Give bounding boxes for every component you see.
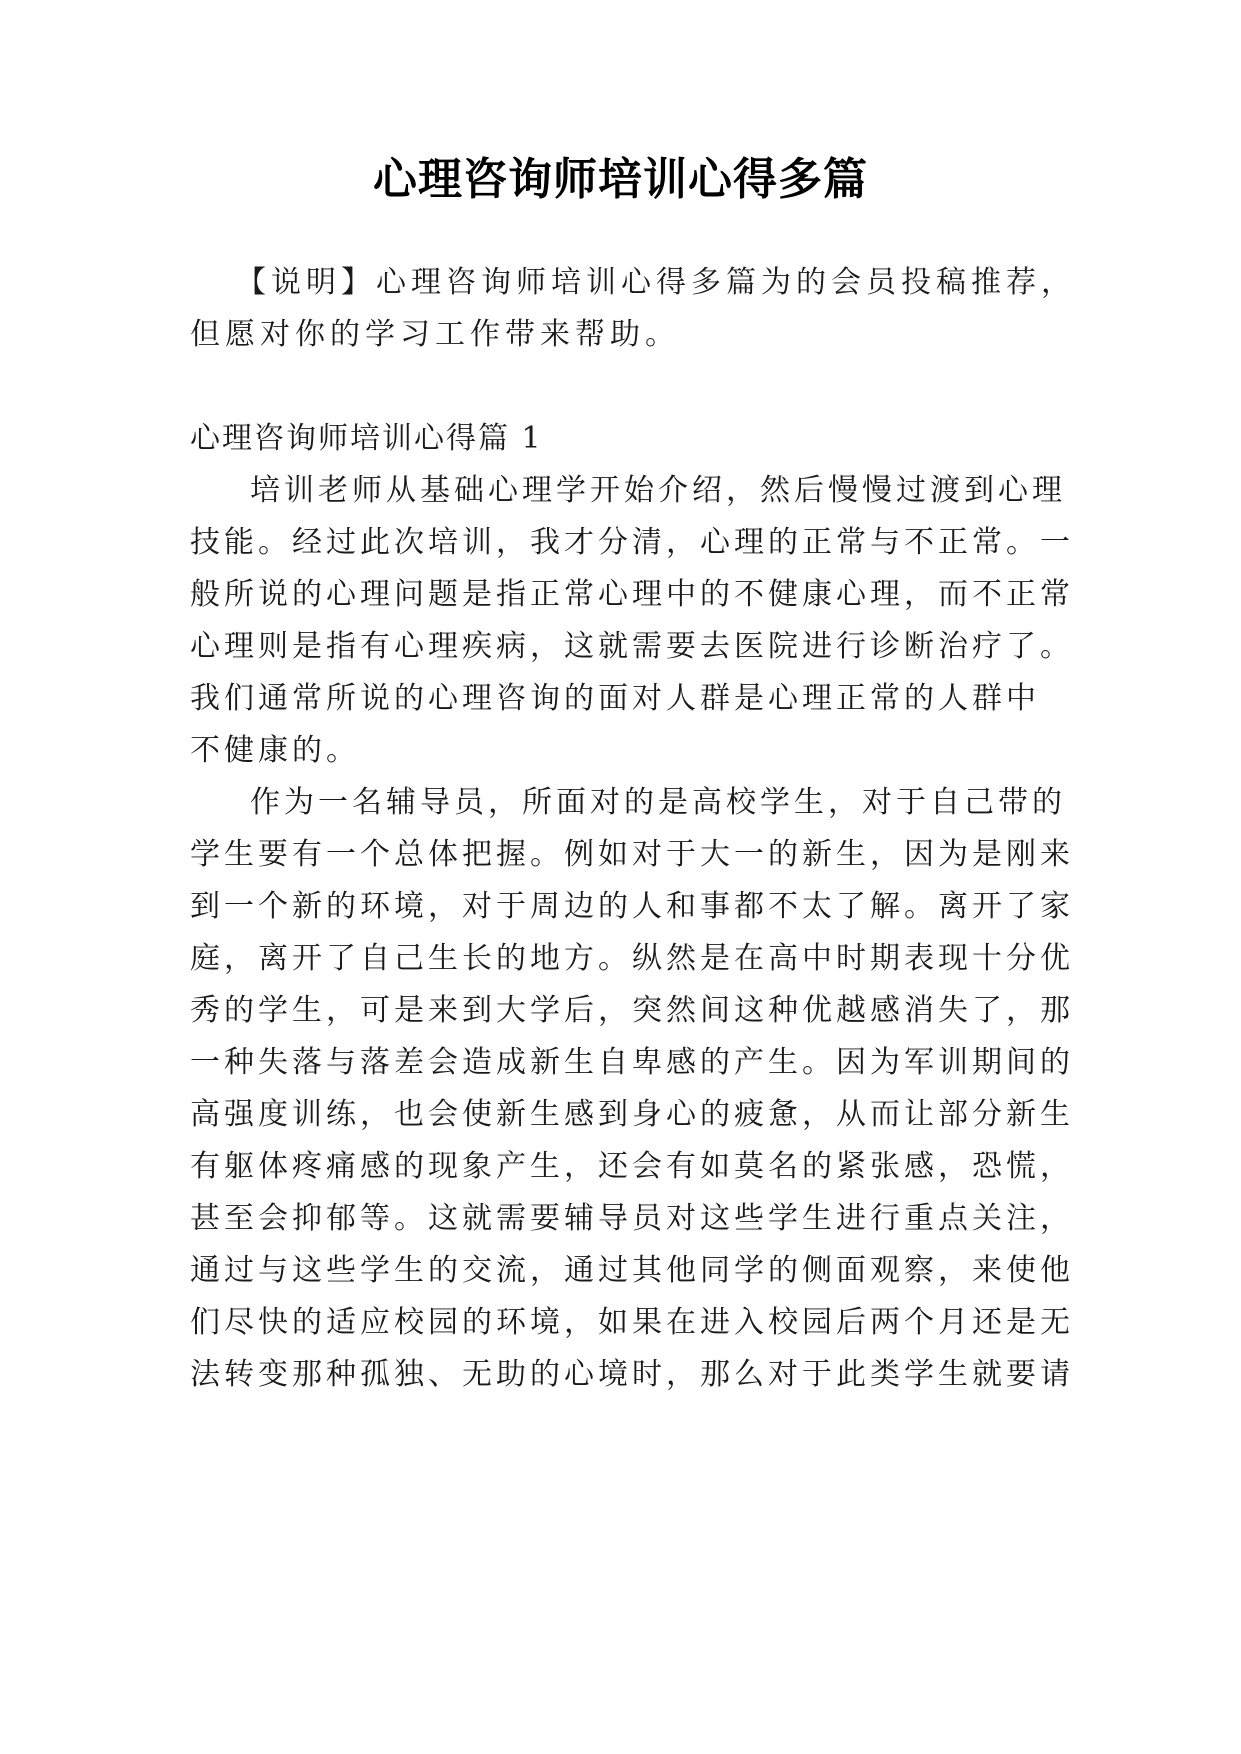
paragraph-line: 不健康的。 (190, 733, 360, 768)
document-title: 心理咨询师培训心得多篇 (373, 154, 868, 205)
paragraph-line: 通过与这些学生的交流，通过其他同学的侧面观察，来使他 (190, 1253, 1074, 1288)
paragraph-line: 法转变那种孤独、无助的心境时，那么对于此类学生就要请 (190, 1357, 1074, 1392)
paragraph-line: 培训老师从基础心理学开始介绍，然后慢慢过渡到心理 (250, 473, 1066, 508)
intro-line: 但愿对你的学习工作带来帮助。 (190, 317, 680, 352)
paragraph-line: 甚至会抑郁等。这就需要辅导员对这些学生进行重点关注， (190, 1201, 1074, 1236)
intro-line: 【说明】心理咨询师培训心得多篇为的会员投稿推荐， (236, 265, 1076, 300)
paragraph-line: 庭，离开了自己生长的地方。纵然是在高中时期表现十分优 (190, 941, 1074, 976)
paragraph-line: 我们通常所说的心理咨询的面对人群是心理正常的人群中 (190, 681, 1040, 716)
paragraph-line: 技能。经过此次培训，我才分清，心理的正常与不正常。一 (190, 525, 1074, 560)
paragraph-line: 心理则是指有心理疾病，这就需要去医院进行诊断治疗了。 (190, 629, 1074, 664)
paragraph-line: 到一个新的环境，对于周边的人和事都不太了解。离开了家 (190, 889, 1074, 924)
paragraph-line: 般所说的心理问题是指正常心理中的不健康心理，而不正常 (190, 577, 1074, 612)
paragraph-line: 们尽快的适应校园的环境，如果在进入校园后两个月还是无 (190, 1305, 1074, 1340)
paragraph-line: 高强度训练，也会使新生感到身心的疲惫，从而让部分新生 (190, 1097, 1074, 1132)
paragraph-line: 秀的学生，可是来到大学后，突然间这种优越感消失了，那 (190, 993, 1074, 1028)
paragraph-line: 一种失落与落差会造成新生自卑感的产生。因为军训期间的 (190, 1045, 1074, 1080)
section-heading: 心理咨询师培训心得篇 1 (190, 421, 543, 456)
paragraph-line: 学生要有一个总体把握。例如对于大一的新生，因为是刚来 (190, 837, 1074, 872)
paragraph-line: 有躯体疼痛感的现象产生，还会有如莫名的紧张感，恐慌， (190, 1149, 1074, 1184)
paragraph-line: 作为一名辅导员，所面对的是高校学生，对于自己带的 (250, 785, 1066, 820)
